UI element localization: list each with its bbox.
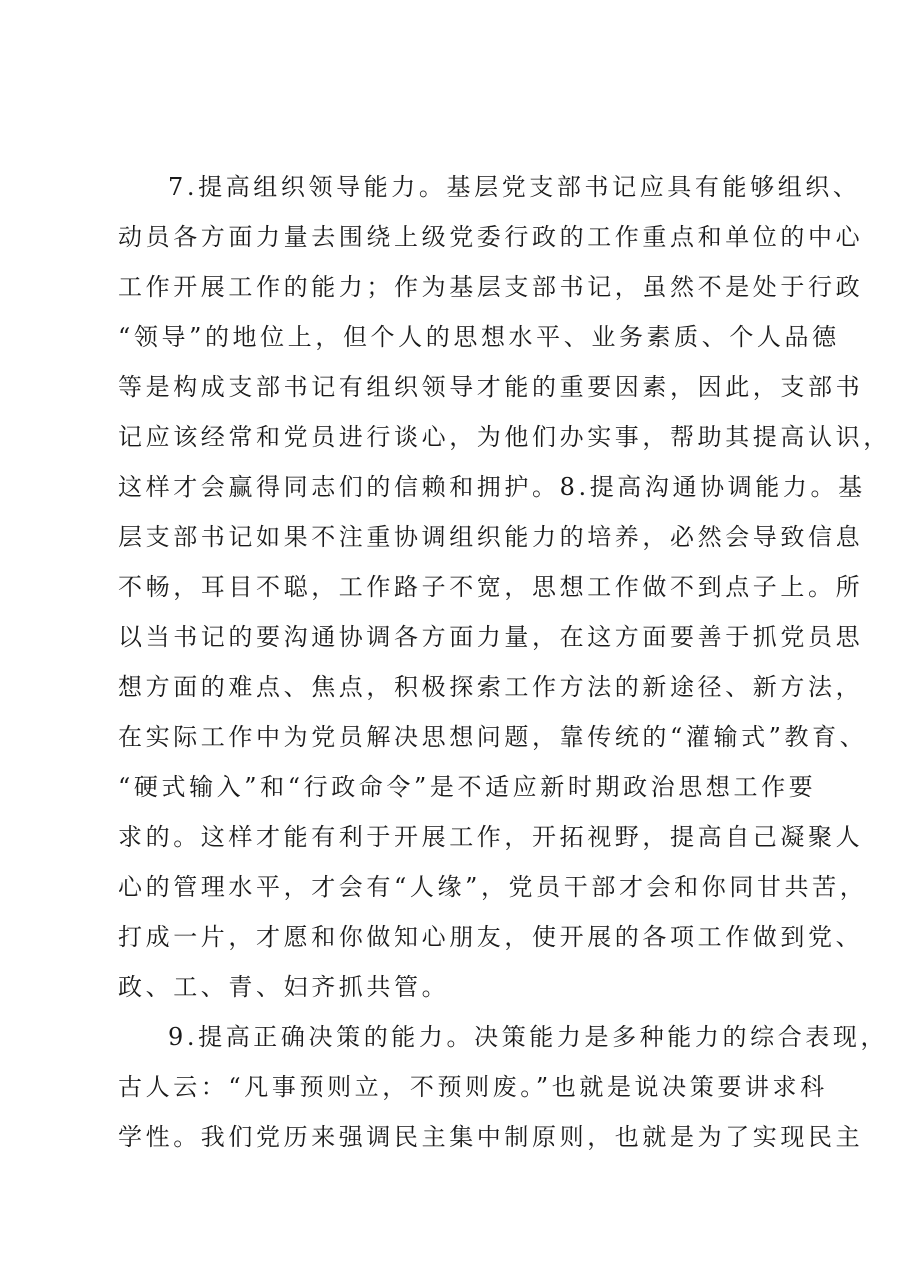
paragraph-7-line-2: 动员各方面力量去围绕上级党委行政的工作重点和单位的中心	[118, 223, 864, 251]
paragraph-7-line-3: 工作开展工作的能力；作为基层支部书记，虽然不是处于行政	[118, 273, 864, 301]
paragraph-9-line-1: 9.提高正确决策的能力。决策能力是多种能力的综合表现，	[168, 1023, 889, 1051]
paragraph-7-line-15: 心的管理水平，才会有“人缘”，党员干部才会和你同甘共苦，	[118, 873, 868, 901]
paragraph-7-line-1: 7.提高组织领导能力。基层党支部书记应具有能够组织、	[168, 173, 861, 201]
body-text	[118, 162, 891, 1162]
paragraph-7-line-10: 以当书记的要沟通协调各方面力量，在这方面要善于抓党员思	[118, 623, 864, 651]
paragraph-7-line-11: 想方面的难点、焦点，积极探索工作方法的新途径、新方法，	[118, 673, 864, 701]
paragraph-7-line-4: “领导”的地位上，但个人的思想水平、业务素质、个人品德	[118, 323, 840, 351]
paragraph-7-line-12: 在实际工作中为党员解决思想问题，靠传统的“灌输式”教育、	[118, 723, 868, 751]
paragraph-7-line-14: 求的。这样才能有利于开展工作，开拓视野，提高自己凝聚人	[118, 823, 864, 851]
paragraph-7-line-17: 政、工、青、妇齐抓共管。	[118, 973, 450, 1001]
paragraph-9-line-3: 学性。我们党历来强调民主集中制原则，也就是为了实现民主	[118, 1123, 864, 1151]
paragraph-7-line-8: 层支部书记如果不注重协调组织能力的培养，必然会导致信息	[118, 523, 864, 551]
paragraph-7-line-16: 打成一片，才愿和你做知心朋友，使开展的各项工作做到党、	[118, 923, 864, 951]
paragraph-7-line-6: 记应该经常和党员进行谈心，为他们办实事，帮助其提高认识，	[118, 423, 891, 451]
paragraph-9-line-2: 古人云：“凡事预则立，不预则废。”也就是说决策要讲求科	[118, 1073, 828, 1101]
paragraph-7-line-13: “硬式输入”和“行政命令”是不适应新时期政治思想工作要	[118, 773, 817, 801]
paragraph-7-line-7: 这样才会赢得同志们的信赖和拥护。8.提高沟通协调能力。基	[118, 473, 866, 501]
paragraph-7-line-5: 等是构成支部书记有组织领导才能的重要因素，因此，支部书	[118, 373, 864, 401]
paragraph-7-line-9: 不畅，耳目不聪，工作路子不宽，思想工作做不到点子上。所	[118, 573, 864, 601]
